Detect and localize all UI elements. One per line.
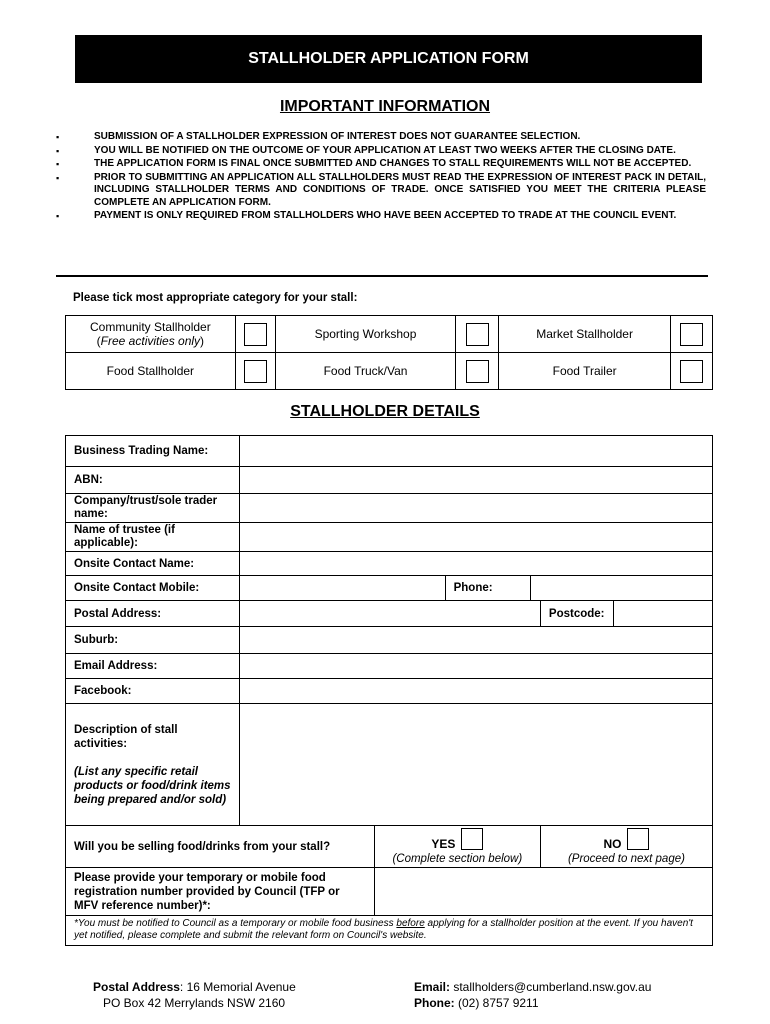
food-question: Will you be selling food/drinks from your stall? [66,826,375,868]
onsite-contact-name-label: Onsite Contact Name: [66,552,240,576]
abn-label: ABN: [66,467,240,494]
section-divider [56,275,708,277]
important-heading: IMPORTANT INFORMATION [279,98,491,115]
footer-postal-label: Postal Address [93,980,180,994]
postal-address-label: Postal Address: [66,601,240,627]
postal-address-field[interactable] [240,601,541,627]
category-community: Community Stallholder (Free activities only) [66,316,236,353]
description-label: Description of stall activities: [74,723,178,750]
category-food-stall: Food Stallholder [66,353,236,390]
footer-contact [414,980,651,1011]
onsite-contact-mobile-field[interactable] [240,576,446,601]
trustee-name-field[interactable] [240,523,713,552]
company-name-label: Company/trust/sole trader name: [66,494,240,523]
list-item: ▪ PRIOR TO SUBMITTING AN APPLICATION ALL STALLHOLDERS MUST READ THE EXPRESSION OF INTEREST PACK IN DETAIL, INCLUDING STALLHOLDER TERMS AND CONDITIONS OF TRADE. ONCE SATISFIED YOU MEET THE CRITERIA PLEASE COMPLETE AN APPLICATION FORM. [56,171,706,208]
checkbox-sporting[interactable] [466,323,489,346]
bullet-icon: ▪ [56,132,60,142]
form-title: STALLHOLDER APPLICATION FORM [248,50,529,67]
no-label: NO [603,836,622,851]
bullet-icon: ▪ [56,159,60,169]
footer-phone: (02) 8757 9211 [454,995,539,1010]
checkbox-community[interactable] [244,323,267,346]
description-label-cell [66,704,240,826]
yes-option[interactable] [374,826,540,868]
description-field[interactable] [240,704,713,826]
footer-postal [93,980,296,1011]
yes-note: (Complete section below) [392,852,523,865]
registration-field[interactable] [374,868,712,916]
registration-question: Please provide your temporary or mobile food registration number provided by Council (TFP or MFV reference number)*: [66,868,375,916]
email-address-label: Email Address: [66,654,240,679]
category-prompt: Please tick most appropriate category for your stall: [73,292,358,304]
checkbox-food-trailer[interactable] [680,360,703,383]
description-hint: (List any specific retail products or food/drink items being prepared and/or sold) [74,765,231,806]
category-community-label: Community Stallholder [90,320,211,334]
business-name-field[interactable] [240,436,713,467]
checkbox-food-truck[interactable] [466,360,489,383]
details-table [65,435,713,946]
list-item: ▪ YOU WILL BE NOTIFIED ON THE OUTCOME OF YOUR APPLICATION AT LEAST TWO WEEKS AFTER THE CLOSING DATE. [56,144,676,156]
checkbox-yes[interactable] [461,828,483,850]
company-name-field[interactable] [240,494,713,523]
footer-postal-line2: PO Box 42 Merrylands NSW 2160 [103,995,286,1010]
category-sporting: Sporting Workshop [275,316,456,353]
important-list [56,131,706,224]
footer-phone-label: Phone: [414,995,455,1010]
trustee-name-label: Name of trustee (if applicable): [66,523,240,552]
no-option[interactable] [540,826,712,868]
category-community-note: Free activities only [100,334,201,348]
bullet-icon: ▪ [56,172,60,183]
phone-label: Phone: [445,576,530,601]
category-table [65,315,713,390]
onsite-contact-mobile-label: Onsite Contact Mobile: [66,576,240,601]
category-food-trailer: Food Trailer [499,353,671,390]
postcode-label: Postcode: [540,601,613,627]
footer-email-label: Email: [414,980,451,994]
footnote: *You must be notified to Council as a temporary or mobile food business before applying for a stallholder position at the event. If you haven't yet notified, please complete and submit the relevant form on Council's website. [66,916,713,946]
footer-postal-line1: : 16 Memorial Avenue [179,980,296,994]
business-name-label: Business Trading Name: [66,436,240,467]
facebook-label: Facebook: [66,679,240,704]
list-item: ▪ THE APPLICATION FORM IS FINAL ONCE SUBMITTED AND CHANGES TO STALL REQUIREMENTS WILL NOT BE ACCEPTED. [56,158,692,169]
postcode-field[interactable] [613,601,712,627]
bullet-icon: ▪ [56,145,60,156]
abn-field[interactable] [240,467,713,494]
list-item: ▪ SUBMISSION OF A STALLHOLDER EXPRESSION OF INTEREST DOES NOT GUARANTEE SELECTION. [56,131,581,142]
list-item: ▪ PAYMENT IS ONLY REQUIRED FROM STALLHOLDERS WHO HAVE BEEN ACCEPTED TO TRADE AT THE COUNCIL EVENT. [56,210,677,221]
checkbox-food-stall[interactable] [244,360,267,383]
category-food-truck: Food Truck/Van [275,353,456,390]
facebook-field[interactable] [240,679,713,704]
onsite-contact-name-field[interactable] [240,552,713,576]
details-heading: STALLHOLDER DETAILS [290,403,480,420]
email-address-field[interactable] [240,654,713,679]
phone-field[interactable] [531,576,713,601]
bullet-icon: ▪ [56,211,60,221]
yes-label: YES [431,836,456,851]
category-market: Market Stallholder [499,316,671,353]
suburb-label: Suburb: [66,627,240,654]
no-note: (Proceed to next page) [567,852,685,865]
suburb-field[interactable] [240,627,713,654]
footer-email-link[interactable]: stallholders@cumberland.nsw.gov.au [450,980,652,994]
checkbox-no[interactable] [627,828,649,850]
form-title-banner [75,35,702,83]
checkbox-market[interactable] [680,323,703,346]
